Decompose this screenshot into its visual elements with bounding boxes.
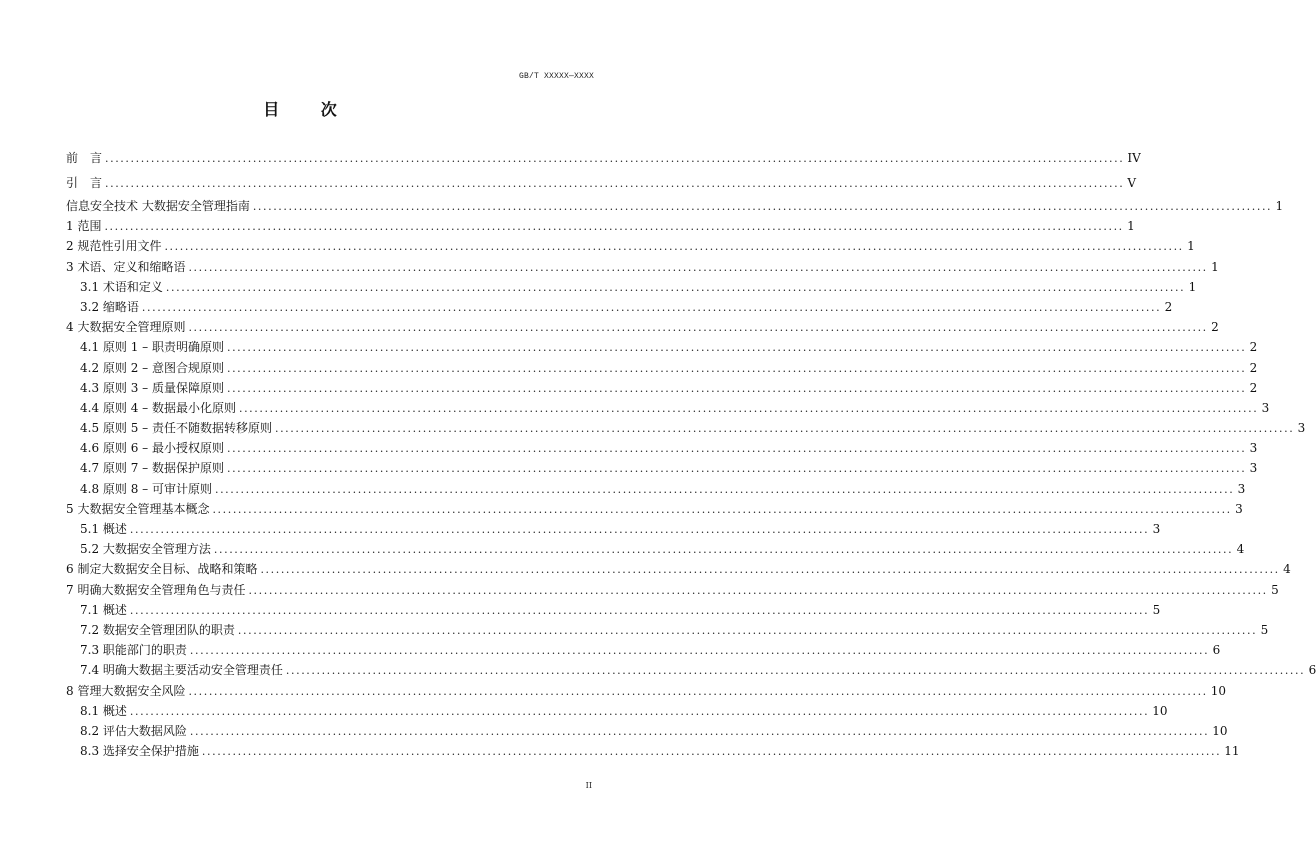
toc-entry[interactable] — [66, 600, 1161, 620]
toc-entry[interactable] — [66, 317, 1219, 337]
toc-entry-page: 1 — [1188, 279, 1197, 294]
toc-leader-dots: ........................................................................................................................................................................................................ — [188, 321, 1208, 335]
toc-entry[interactable] — [66, 640, 1221, 660]
toc-entry-page: 11 — [1224, 744, 1240, 759]
toc-entry-page: 3 — [1235, 501, 1243, 516]
toc-leader-dots: ........................................................................................................................................................................................................ — [188, 260, 1208, 274]
toc-entry-page: 10 — [1210, 683, 1227, 698]
toc-leader-dots: ........................................................................................................................................................................................................ — [248, 583, 1268, 597]
toc-entry-label: 5.1 概述 — [80, 522, 127, 536]
toc-entry-label: 7 明确大数据安全管理角色与责任 — [66, 582, 246, 597]
toc-leader-dots: ........................................................................................................................................................................................................ — [164, 240, 1184, 254]
toc-entry[interactable] — [66, 171, 1137, 196]
toc-leader-dots: ........................................................................................................................................................................................................ — [226, 341, 1247, 355]
toc-entry-page: 3 — [1249, 441, 1258, 456]
toc-leader-dots: ........................................................................................................................................................................................................ — [226, 462, 1247, 476]
toc-leader-dots: ........................................................................................................................................................................................................ — [213, 543, 1234, 557]
toc-entry-label: 7.1 概述 — [80, 602, 127, 617]
toc-entry-page: 3 — [1261, 400, 1270, 415]
toc-leader-dots: ........................................................................................................................................................................................................ — [237, 623, 1258, 637]
toc-entry-label: 3 术语、定义和缩略语 — [66, 259, 186, 274]
toc-entry-label: 8.2 评估大数据风险 — [80, 723, 187, 738]
toc-entry-page: 6 — [1212, 643, 1221, 658]
toc-entry[interactable] — [66, 681, 1227, 701]
toc-leader-dots: ........................................................................................................................................................................................................ — [226, 381, 1247, 395]
toc-entry[interactable] — [66, 620, 1269, 640]
toc-entry-label: 4.1 原则 1 – 职责明确原则 — [80, 340, 224, 355]
toc-entry-page: 1 — [1187, 239, 1195, 254]
toc-entry-label: 4.8 原则 8 – 可审计原则 — [80, 481, 212, 496]
toc-leader-dots: ........................................................................................................................................................................................................ — [105, 177, 1125, 190]
toc-entry-page: 1 — [1275, 199, 1284, 213]
toc-entry-page: 5 — [1152, 602, 1161, 617]
toc-entry-page: 6 — [1308, 663, 1316, 678]
toc-entry[interactable] — [66, 257, 1219, 277]
toc-entry[interactable] — [66, 297, 1173, 317]
toc-entry[interactable] — [66, 458, 1258, 478]
toc-entry-label: 5.2 大数据安全管理方法 — [80, 542, 211, 557]
toc-entry-page: 2 — [1211, 320, 1219, 335]
toc-entry[interactable] — [66, 196, 1284, 216]
toc-entry[interactable] — [66, 660, 1316, 680]
toc-entry-label: 引 言 — [66, 176, 103, 190]
toc-entry-label: 7.4 明确大数据主要活动安全管理责任 — [80, 663, 283, 678]
toc-entry[interactable] — [66, 701, 1168, 721]
toc-entry-label: 3.2 缩略语 — [80, 299, 139, 314]
toc-entry-page: 4 — [1236, 542, 1245, 557]
toc-leader-dots: ........................................................................................................................................................................................................ — [165, 280, 1186, 294]
toc-entry[interactable] — [66, 741, 1240, 761]
toc-entry-label: 6 制定大数据安全目标、战略和策略 — [66, 562, 258, 577]
toc-leader-dots: ........................................................................................................................................................................................................ — [285, 664, 1306, 678]
document-code: GB/T XXXXX—XXXX — [518, 72, 594, 81]
toc-leader-dots: ........................................................................................................................................................................................................ — [201, 745, 1222, 759]
page-title: 目 次 — [263, 100, 355, 119]
toc-entry-label: 4 大数据安全管理原则 — [66, 320, 186, 335]
toc-entry[interactable] — [66, 519, 1161, 539]
toc-entry-page: 10 — [1212, 723, 1228, 738]
toc-entry-label: 前 言 — [66, 151, 103, 165]
toc-entry-page: 2 — [1249, 360, 1258, 375]
toc-leader-dots: ........................................................................................................................................................................................................ — [105, 152, 1125, 165]
toc-leader-dots: ........................................................................................................................................................................................................ — [274, 422, 1295, 436]
toc-leader-dots: ........................................................................................................................................................................................................ — [189, 724, 1210, 738]
table-of-contents — [66, 146, 1316, 761]
toc-leader-dots: ........................................................................................................................................................................................................ — [141, 300, 1162, 314]
toc-leader-dots: ........................................................................................................................................................................................................ — [104, 220, 1124, 234]
toc-entry-page: 5 — [1271, 582, 1279, 597]
toc-entry[interactable] — [66, 721, 1228, 741]
toc-leader-dots: ........................................................................................................................................................................................................ — [189, 644, 1210, 658]
toc-entry-page: 1 — [1211, 259, 1219, 274]
toc-entry[interactable] — [66, 378, 1258, 398]
toc-entry-label: 8 管理大数据安全风险 — [66, 683, 186, 698]
toc-entry-page: 2 — [1249, 380, 1258, 395]
toc-entry-page: 3 — [1152, 522, 1161, 536]
toc-leader-dots: ........................................................................................................................................................................................................ — [226, 442, 1247, 456]
toc-leader-dots: ........................................................................................................................................................................................................ — [212, 502, 1232, 516]
toc-leader-dots: ........................................................................................................................................................................................................ — [260, 563, 1280, 577]
toc-entry-label: 4.5 原则 5 – 责任不随数据转移原则 — [80, 421, 272, 436]
toc-entry-page: 3 — [1237, 481, 1246, 496]
toc-entry[interactable] — [66, 337, 1258, 357]
toc-entry-page: 10 — [1152, 703, 1168, 718]
toc-entry-label: 信息安全技术 大数据安全管理指南 — [66, 199, 250, 213]
toc-entry-page: 4 — [1283, 562, 1291, 577]
toc-entry-page: 1 — [1127, 219, 1135, 234]
toc-entry-label: 8.1 概述 — [80, 703, 127, 718]
toc-entry[interactable] — [66, 146, 1141, 171]
toc-entry-label: 4.4 原则 4 – 数据最小化原则 — [80, 400, 236, 415]
toc-leader-dots: ........................................................................................................................................................................................................ — [129, 523, 1150, 536]
toc-entry-label: 2 规范性引用文件 — [66, 239, 162, 254]
toc-entry[interactable] — [66, 216, 1135, 236]
toc-entry[interactable] — [66, 559, 1291, 579]
toc-leader-dots: ........................................................................................................................................................................................................ — [214, 482, 1235, 496]
toc-entry-label: 4.3 原则 3 – 质量保障原则 — [80, 380, 224, 395]
toc-entry-page: 3 — [1297, 421, 1306, 436]
toc-entry-page: 2 — [1164, 299, 1173, 314]
toc-entry[interactable] — [66, 580, 1279, 600]
toc-entry-label: 4.2 原则 2 – 意图合规原则 — [80, 360, 224, 375]
toc-entry[interactable] — [66, 479, 1246, 499]
toc-entry-page: 2 — [1249, 340, 1258, 355]
toc-entry-label: 5 大数据安全管理基本概念 — [66, 501, 210, 516]
toc-entry-label: 4.7 原则 7 – 数据保护原则 — [80, 461, 224, 476]
toc-entry-page: 5 — [1260, 622, 1269, 637]
toc-leader-dots: ........................................................................................................................................................................................................ — [129, 704, 1150, 718]
toc-entry[interactable] — [66, 236, 1195, 256]
toc-entry[interactable] — [66, 539, 1245, 559]
toc-entry-page: IV — [1127, 151, 1141, 165]
page-number: II — [585, 781, 592, 790]
toc-entry-label: 7.3 职能部门的职责 — [80, 643, 187, 658]
toc-leader-dots: ........................................................................................................................................................................................................ — [188, 684, 1208, 698]
toc-entry-label: 3.1 术语和定义 — [80, 279, 163, 294]
toc-entry-page: 3 — [1249, 461, 1258, 476]
toc-entry-label: 1 范围 — [66, 219, 102, 234]
toc-entry[interactable] — [66, 358, 1258, 378]
toc-leader-dots: ........................................................................................................................................................................................................ — [252, 200, 1273, 213]
toc-leader-dots: ........................................................................................................................................................................................................ — [129, 603, 1150, 617]
toc-entry-label: 8.3 选择安全保护措施 — [80, 744, 199, 759]
toc-entry[interactable] — [66, 277, 1197, 297]
toc-entry-page: V — [1127, 176, 1137, 190]
toc-leader-dots: ........................................................................................................................................................................................................ — [238, 401, 1259, 415]
toc-entry-label: 7.2 数据安全管理团队的职责 — [80, 622, 235, 637]
toc-entry[interactable] — [66, 418, 1306, 438]
toc-entry[interactable] — [66, 398, 1270, 418]
toc-leader-dots: ........................................................................................................................................................................................................ — [226, 361, 1247, 375]
toc-entry[interactable] — [66, 499, 1243, 519]
toc-entry[interactable] — [66, 438, 1258, 458]
toc-entry-label: 4.6 原则 6 – 最小授权原则 — [80, 441, 224, 456]
